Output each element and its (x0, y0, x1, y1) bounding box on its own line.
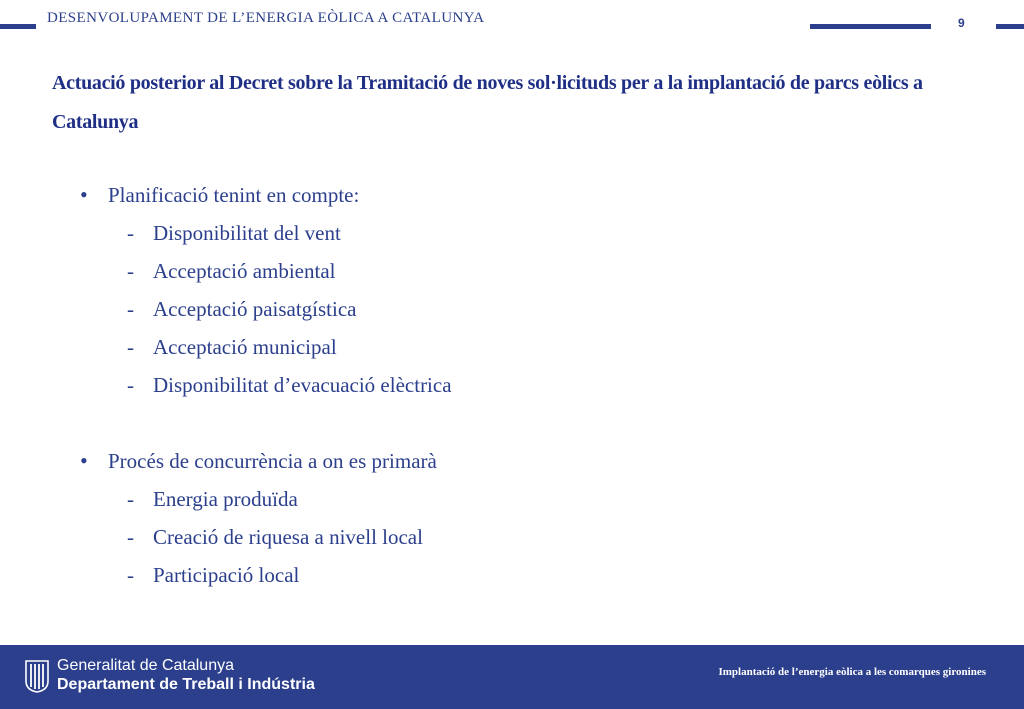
bullet-proces-concurrencia (80, 442, 840, 480)
header-rule-left (0, 24, 36, 29)
generalitat-logo-icon (24, 659, 50, 693)
page-number: 9 (958, 16, 965, 30)
dash-icon: - (127, 525, 134, 549)
bullet-planificacio (80, 176, 840, 214)
dash-icon: - (127, 335, 134, 359)
bullet-icon: • (80, 182, 88, 207)
sub-item-text: Participació local (153, 563, 300, 587)
dash-icon: - (127, 297, 134, 321)
bullet-icon: • (80, 448, 88, 473)
slide-content (80, 176, 840, 594)
sub-item-text: Energia produïda (153, 487, 298, 511)
sub-item (80, 290, 840, 328)
sub-item (80, 328, 840, 366)
bullet-text: Planificació tenint en compte: (108, 183, 360, 207)
sub-item-text: Disponibilitat d’evacuació elèctrica (153, 373, 452, 397)
dash-icon: - (127, 221, 134, 245)
organization-name: Generalitat de Catalunya (57, 657, 234, 674)
sub-item (80, 480, 840, 518)
bullet-text: Procés de concurrència a on es primarà (108, 449, 437, 473)
slide-title: Actuació posterior al Decret sobre la Tramitació de noves sol·licituds per a la implantació de parcs eòlics a Catalunya (52, 72, 923, 133)
sub-item-text: Creació de riquesa a nivell local (153, 525, 423, 549)
footer-bar (0, 645, 1024, 709)
dash-icon: - (127, 563, 134, 587)
footer-caption: Implantació de l’energia eòlica a les comarques gironines (718, 666, 986, 678)
sub-item-text: Acceptació ambiental (153, 259, 336, 283)
header-rule-middle (810, 24, 931, 29)
sub-item-text: Acceptació paisatgística (153, 297, 357, 321)
dash-icon: - (127, 259, 134, 283)
dash-icon: - (127, 487, 134, 511)
spacer (80, 404, 840, 442)
sub-item (80, 366, 840, 404)
sub-item (80, 252, 840, 290)
sub-item (80, 214, 840, 252)
header-title: DESENVOLUPAMENT DE L’ENERGIA EÒLICA A CATALUNYA (47, 10, 485, 26)
department-name: Departament de Treball i Indústria (57, 676, 315, 693)
sub-item (80, 518, 840, 556)
header-rule-right (996, 24, 1024, 29)
dash-icon: - (127, 373, 134, 397)
sub-item (80, 556, 840, 594)
sub-item-text: Disponibilitat del vent (153, 221, 341, 245)
sub-item-text: Acceptació municipal (153, 335, 337, 359)
